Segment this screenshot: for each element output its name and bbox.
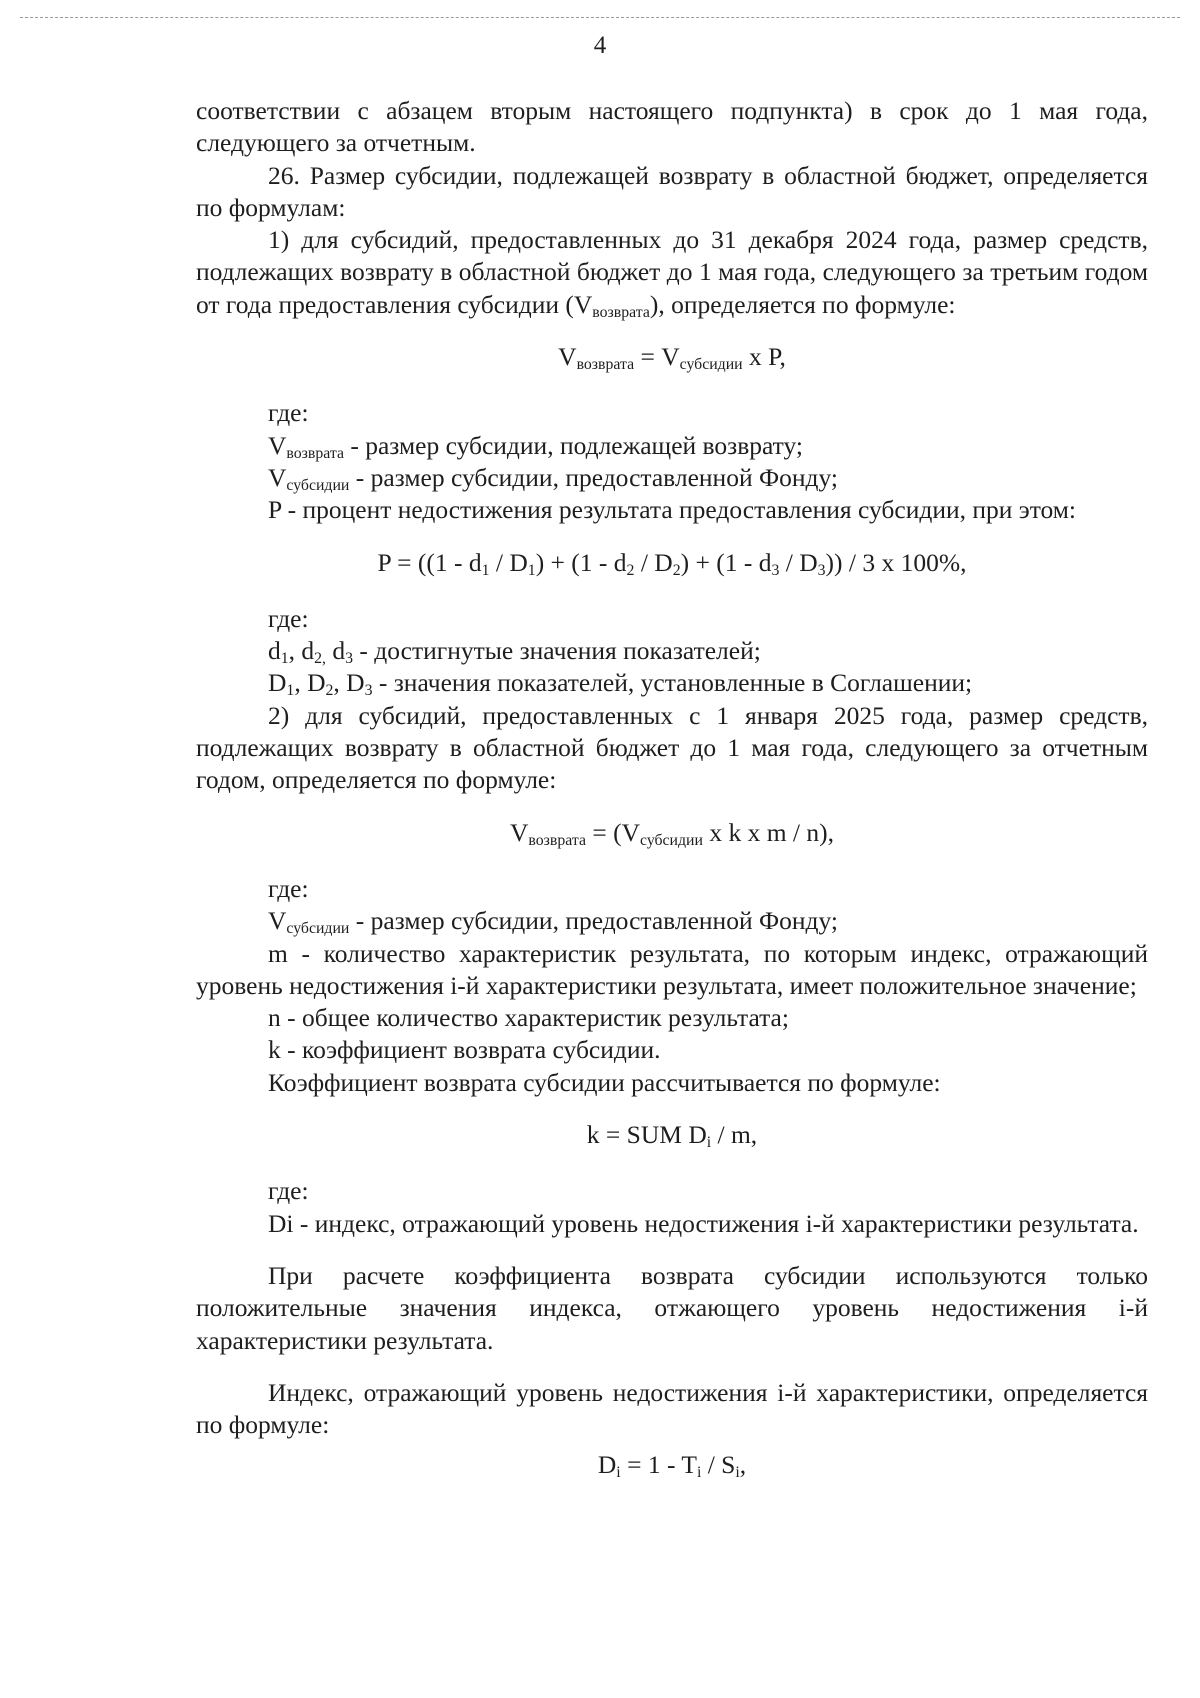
paragraph-item-26: 26. Размер субсидии, подлежащей возврату в областной бюджет, определяется по формулам: <box>196 160 1148 222</box>
page-number: 4 <box>593 32 607 59</box>
definition-v-subsidy: $V_{субсидии}$ - размер субсидии, предоставленной Фонду; <box>268 462 838 494</box>
definition-d-achieved: $d_1$, $d_{2,}$ $d_3$ - достигнутые значения показателей; <box>268 636 761 668</box>
definition-p: P - процент недостижения результата предоставления субсидии, при этом: <box>268 495 1077 525</box>
formula-v-return-2: $V_{возврата} = (V_{субсидии}$ х k х m / n), <box>509 817 835 849</box>
paragraph-index-formula-intro: Индекс, отражающий уровень недостижения i-й характеристики, определяется по формуле: <box>196 1377 1148 1440</box>
scan-top-edge <box>20 17 1180 18</box>
definition-v-return: $V_{возврата}$ - размер субсидии, подлежащей возврату; <box>268 430 803 462</box>
formula-k: k = SUM $D_i$ / m, <box>586 1120 758 1151</box>
formula-di: $D_i = 1 - T_i / S_i$, <box>597 1450 747 1482</box>
paragraph-subitem-1: 1) для субсидий, предоставленных до 31 декабря 2024 года, размер средств, подлежащих возврату в областной бюджет до 1 мая года, следующего за третьим годом от года предоставления субсидии $(V_{возврата})$, определяется по формуле: <box>196 225 1148 321</box>
definition-n: n - общее количество характеристик результата; <box>268 1003 789 1033</box>
definition-v-subsidy: $V_{субсидии}$ - размер субсидии, предоставленной Фонду; <box>268 906 838 938</box>
document-body <box>196 95 1148 1482</box>
where-label: где: <box>268 398 309 428</box>
definition-di: Di - индекс, отражающий уровень недостижения i-й характеристики результата. <box>268 1208 1139 1238</box>
where-label: где: <box>268 873 309 903</box>
definition-d-agreement: $D_1$, $D_2$, $D_3$ - значения показателей, установленные в Соглашении; <box>268 668 973 700</box>
paragraph-positive-values: При расчете коэффициента возврата субсидии используются только положительные значения индекса, отжающего уровень недостижения i-й характеристики результата. <box>196 1260 1148 1355</box>
formula-v-return-1: $V_{возврата} = V_{субсидии}$ х P, <box>558 342 786 374</box>
where-label: где: <box>268 603 309 633</box>
definition-k: k - коэффициент возврата субсидии. <box>268 1035 661 1065</box>
paragraph-subitem-2: 2) для субсидий, предоставленных с 1 января 2025 года, размер средств, подлежащих возврату в областной бюджет до 1 мая года, следующего за отчетным годом, определяется по формуле: <box>196 700 1148 795</box>
definition-m: m - количество характеристик результата, по которым индекс, отражающий уровень недостижения i-й характеристики результата, имеет положительное значение; <box>196 938 1148 1000</box>
formula-p: $P = ((1 - d_1 / D_1) + (1 - d_2 / D_2) + (1 - d_3 / D_3)) / 3$ х 100%, <box>377 547 967 579</box>
paragraph-k-formula-intro: Коэффициент возврата субсидии рассчитывается по формуле: <box>268 1067 941 1097</box>
paragraph-continuation: соответствии с абзацем вторым настоящего подпункта) в срок до 1 мая года, следующего за отчетным. <box>196 96 1148 158</box>
where-label: где: <box>268 1176 309 1206</box>
